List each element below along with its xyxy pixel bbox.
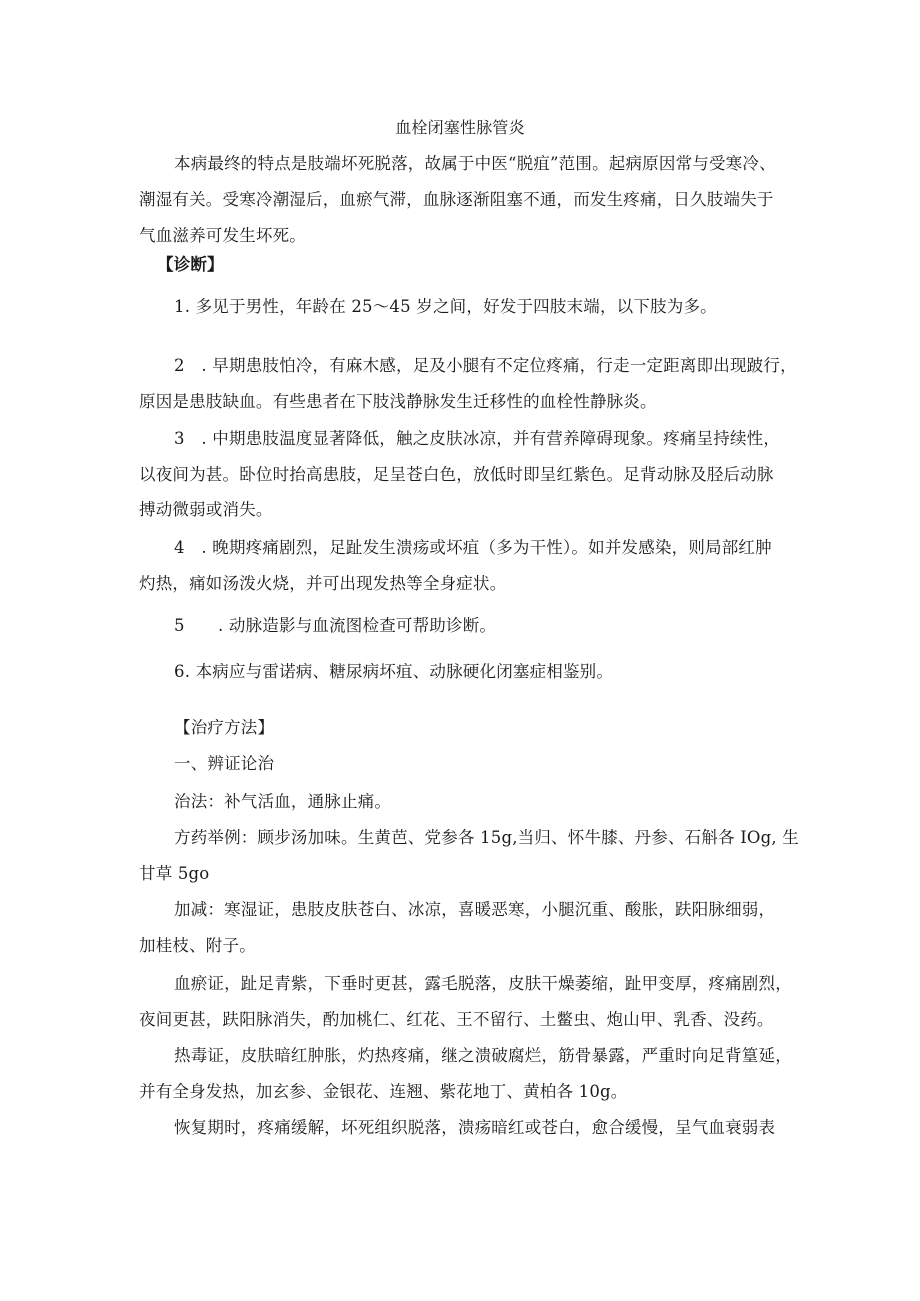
diagnosis-item-3-line-2: 以夜间为甚。卧位时抬高患肢，足呈苍白色，放低时即呈红紫色。足背动脉及胫后动脉 — [139, 465, 774, 484]
diagnosis-item-2-line-1: 2 . 早期患肢怕冷，有麻木感，足及小腿有不定位疼痛，行走一定距离即出现跛行， — [174, 356, 797, 375]
diagnosis-item-4-line-1: 4 . 晚期疼痛剧烈，足趾发生溃疡或坏疽（多为干性）。如并发感染，则局部红肿 — [174, 538, 772, 557]
heat-toxin-line-1: 热毒证，皮肤暗红肿胀，灼热疼痛，继之溃破腐烂，筋骨暴露，严重时向足背篁延， — [174, 1046, 792, 1065]
document-title: 血栓闭塞性脉管炎 — [395, 118, 525, 137]
blood-stasis-line-2: 夜间更甚，趺阳脉消失，酌加桃仁、红花、王不留行、土鳖虫、炮山甲、乳香、没药。 — [139, 1010, 774, 1029]
modify-line-2: 加桂枝、附子。 — [139, 936, 256, 955]
treatment-method: 治法：补气活血，通脉止痛。 — [174, 792, 392, 811]
recovery-line: 恢复期时，疼痛缓解，坏死组织脱落，溃疡暗红或苍白，愈合缓慢，呈气血衰弱表 — [174, 1118, 776, 1137]
diagnosis-item-2-line-2: 原因是患肢缺血。有些患者在下肢浅静脉发生迁移性的血栓性静脉炎。 — [139, 392, 657, 411]
formula-line-2: 甘草 5go — [139, 864, 210, 883]
treatment-section-1: 一、辨证论治 — [174, 754, 275, 773]
diagnosis-item-3-line-3: 搏动微弱或消失。 — [139, 500, 273, 519]
diagnosis-item-4-line-2: 灼热，痛如汤泼火烧，并可出现发热等全身症状。 — [139, 574, 507, 593]
treatment-heading: 【治疗方法】 — [174, 718, 275, 737]
diagnosis-item-3-line-1: 3 . 中期患肢温度显著降低，触之皮肤冰凉，并有营养障碍现象。疼痛呈持续性， — [174, 429, 781, 448]
diagnosis-item-1: 1. 多见于男性，年龄在 25～45 岁之间，好发于四肢末端，以下肢为多。 — [174, 297, 717, 316]
heat-toxin-line-2: 并有全身发热，加玄参、金银花、连翘、紫花地丁、黄柏各 10g。 — [139, 1082, 628, 1101]
blood-stasis-line-1: 血瘀证，趾足青紫，下垂时更甚，露毛脱落，皮肤干燥萎缩，趾甲变厚，疼痛剧烈， — [174, 974, 792, 993]
diagnosis-item-5-text: . 动脉造影与血流图检查可帮助诊断。 — [218, 616, 497, 635]
diagnosis-item-6: 6. 本病应与雷诺病、糖尿病坏疽、动脉硬化闭塞症相鉴别。 — [174, 662, 614, 681]
intro-line-1: 本病最终的特点是肢端坏死脱落，故属于中医“脱疽”范围。起病原因常与受寒冷、 — [174, 154, 776, 173]
diagnosis-item-5-number: 5 — [174, 616, 185, 635]
diagnosis-heading: 【诊断】 — [157, 255, 224, 274]
modify-line-1: 加减：寒湿证，患肢皮肤苍白、冰凉，喜暖恶寒，小腿沉重、酸胀，趺阳脉细弱， — [174, 900, 776, 919]
intro-line-2: 潮湿有关。受寒冷潮湿后，血瘀气滞，血脉逐渐阻塞不通，而发生疼痛，日久肢端失于 — [139, 190, 774, 209]
intro-line-3: 气血滋养可发生坏死。 — [139, 226, 306, 245]
formula-line-1: 方药举例：顾步汤加味。生黄芭、党参各 15g,当归、怀牛膝、丹参、石斛各 IOg, 生 — [174, 828, 799, 847]
